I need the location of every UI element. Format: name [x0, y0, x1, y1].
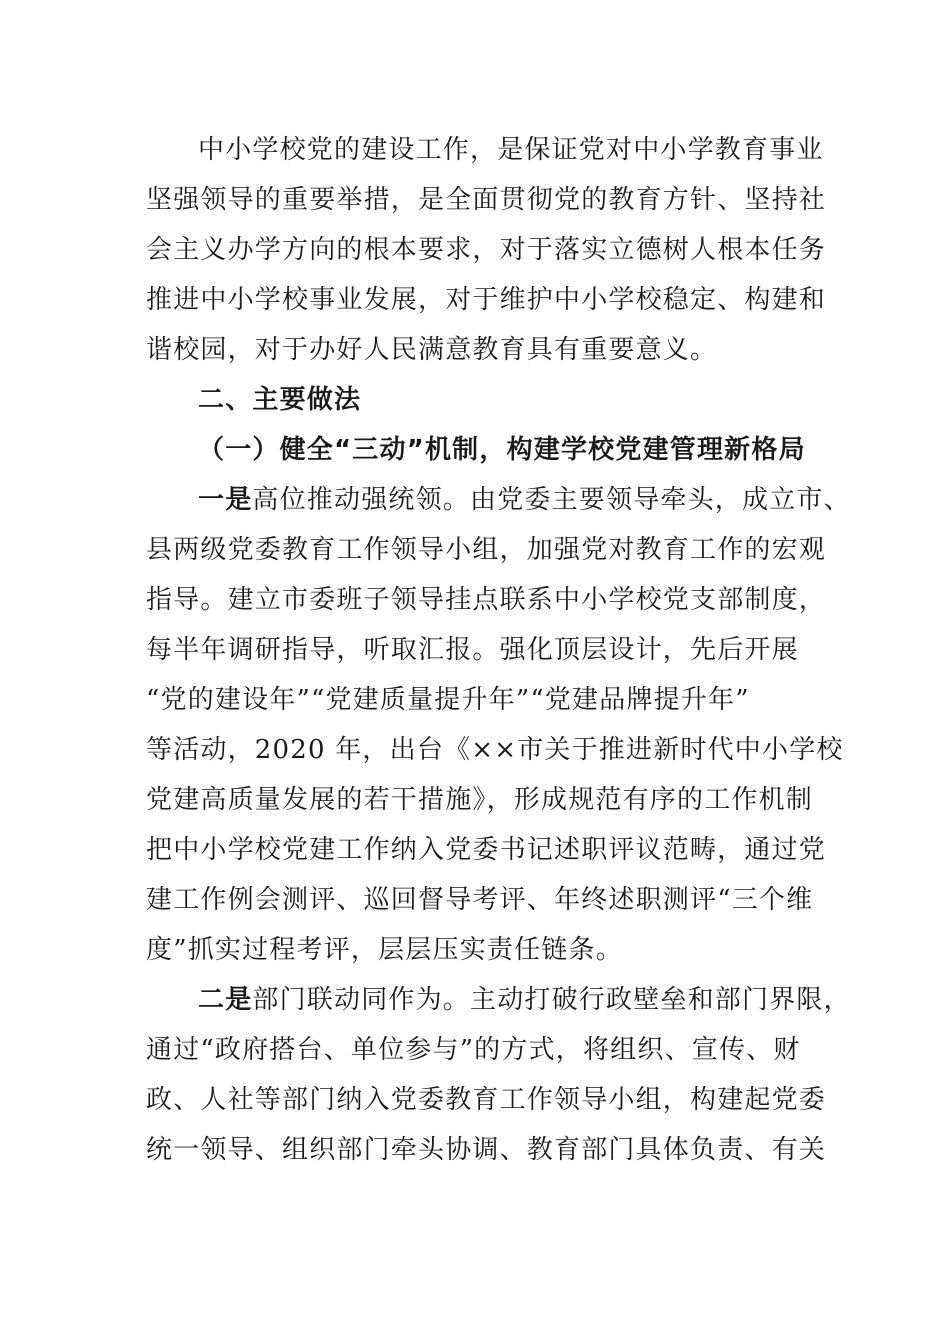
section-heading: 二、主要做法: [198, 385, 362, 415]
subsection-heading: （一）健全“三动”机制，构建学校党建管理新格局: [198, 435, 806, 465]
item2-line-4: 统一领导、组织部门牵头协调、教育部门具体负责、有关: [146, 1135, 827, 1165]
intro-line-5: 谐校园，对于办好人民满意教育具有重要意义。: [146, 335, 718, 365]
item1-line-9: 建工作例会测评、巡回督导考评、年终述职测评“三个维: [146, 885, 814, 915]
item1-line-4: 每半年调研指导，听取汇报。强化顶层设计，先后开展: [146, 635, 799, 665]
item1-line-3: 指导。建立市委班子领导挂点联系中小学校党支部制度，: [146, 585, 827, 615]
item1-line-10: 度”抓实过程考评，层层压实责任链条。: [146, 935, 623, 965]
item2-line-2: 通过“政府搭台、单位参与”的方式，将组织、宣传、财: [146, 1035, 801, 1065]
item2-first-line-text: 部门联动同作为。主动打破行政壁垒和部门界限，: [252, 985, 851, 1015]
item1-line-6: 等活动，2020 年，出台《××市关于推进新时代中小学校: [146, 735, 844, 765]
item2-line-3: 政、人社等部门纳入党委教育工作领导小组，构建起党委: [146, 1085, 827, 1115]
item1-line-2: 县两级党委教育工作领导小组，加强党对教育工作的宏观: [146, 535, 827, 565]
item1-first-line-text: 高位推动强统领。由党委主要领导牵头，成立市、: [252, 485, 851, 515]
intro-line-3: 会主义办学方向的根本要求，对于落实立德树人根本任务: [146, 235, 827, 265]
item1-line-7: 党建高质量发展的若干措施》，形成规范有序的工作机制: [146, 785, 814, 815]
intro-line-2: 坚强领导的重要举措，是全面贯彻党的教育方针、坚持社: [146, 185, 827, 215]
item2-label: 二是: [198, 985, 253, 1015]
item1-label: 一是: [198, 485, 253, 515]
item1-line-5: “党的建设年”“党建质量提升年”“党建品牌提升年”: [146, 685, 750, 715]
item1-first-line: [198, 484, 851, 516]
intro-line-1: 中小学校党的建设工作，是保证党对中小学教育事业: [198, 135, 824, 165]
item2-first-line: [198, 984, 851, 1016]
intro-line-4: 推进中小学校事业发展，对于维护中小学校稳定、构建和: [146, 285, 827, 315]
item1-line-8: 把中小学校党建工作纳入党委书记述职评议范畴，通过党: [146, 835, 827, 865]
